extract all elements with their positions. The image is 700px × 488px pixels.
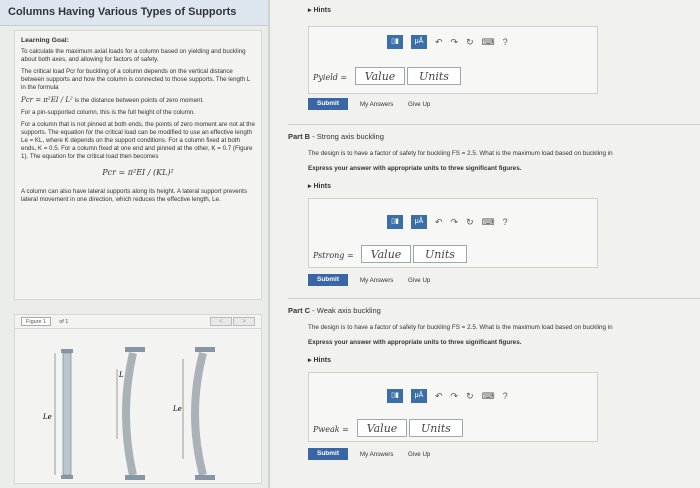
goal-paragraph-2: The critical load Pcr for buckling of a column depends on the vertical distance between supports and how the column is connected to those supports. The length L in the formula xyxy=(21,68,251,91)
figure-label-le-2: Le xyxy=(173,405,182,413)
reset-icon[interactable]: ↻ xyxy=(466,390,474,401)
symbols-button[interactable]: μÅ xyxy=(411,35,427,49)
part-b-title: Part B - Strong axis buckling xyxy=(288,132,384,141)
part-c-hints-link[interactable]: ▸ Hints xyxy=(308,357,331,364)
divider-a xyxy=(288,124,700,125)
figure-count: of 1 xyxy=(59,318,69,325)
templates-button[interactable]: ▯▮ xyxy=(387,389,403,403)
figure-prev-button[interactable]: < xyxy=(210,317,232,326)
figure-panel xyxy=(14,314,262,484)
part-c-give-up-link[interactable]: Give Up xyxy=(408,451,431,458)
part-c-submit-button[interactable]: Submit xyxy=(308,448,348,460)
part-a-units-input[interactable]: Units xyxy=(407,67,461,85)
keyboard-icon[interactable]: ⌨ xyxy=(481,216,495,227)
part-a-my-answers-link[interactable]: My Answers xyxy=(360,101,394,108)
help-icon[interactable]: ? xyxy=(502,37,508,47)
goal-paragraph-3: For a pin-supported column, this is the full height of the column. xyxy=(21,109,196,116)
part-a-submit-button[interactable]: Submit xyxy=(308,98,348,110)
undo-icon[interactable]: ↶ xyxy=(435,216,443,227)
part-c-value-input[interactable]: Value xyxy=(357,419,407,437)
figure-selector[interactable]: Figure 1 xyxy=(21,317,51,326)
redo-icon[interactable]: ↷ xyxy=(450,216,459,227)
part-b-units-input[interactable]: Units xyxy=(413,245,467,263)
part-a-answer-box xyxy=(308,26,598,94)
part-b-my-answers-link[interactable]: My Answers xyxy=(360,277,394,284)
keyboard-icon[interactable]: ⌨ xyxy=(481,36,495,47)
column-figure xyxy=(15,329,261,483)
part-a-value-input[interactable]: Value xyxy=(355,67,405,85)
part-c-instructions: Express your answer with appropriate units to three significant figures. xyxy=(308,339,522,346)
figure-next-button[interactable]: > xyxy=(233,317,255,326)
part-c-my-answers-link[interactable]: My Answers xyxy=(360,451,394,458)
help-icon[interactable]: ? xyxy=(502,391,508,401)
effective-length-formula: Pcr = π²EI / (KL)² xyxy=(102,168,174,177)
part-b-hints-link[interactable]: ▸ Hints xyxy=(308,183,331,190)
part-c-variable-label: Pweak = xyxy=(313,425,349,434)
left-panel xyxy=(0,0,270,488)
part-c-units-input[interactable]: Units xyxy=(409,419,463,437)
critical-load-formula: Pcr = π²EI / L² xyxy=(21,96,73,104)
part-a-give-up-link[interactable]: Give Up xyxy=(408,101,431,108)
formula-note: is the distance between points of zero moment. xyxy=(74,97,204,104)
part-c-title: Part C - Weak axis buckling xyxy=(288,306,381,315)
symbols-button[interactable]: μÅ xyxy=(411,389,427,403)
redo-icon[interactable]: ↷ xyxy=(450,36,459,47)
figure-header xyxy=(15,315,261,329)
part-b-submit-button[interactable]: Submit xyxy=(308,274,348,286)
reset-icon[interactable]: ↻ xyxy=(466,216,474,227)
part-c-toolbar xyxy=(387,389,508,403)
part-a-hints-link[interactable]: ▸ Hints xyxy=(308,7,331,14)
part-c-answer-box xyxy=(308,372,598,442)
part-b-give-up-link[interactable]: Give Up xyxy=(408,277,431,284)
redo-icon[interactable]: ↷ xyxy=(450,390,459,401)
column-2 xyxy=(117,347,145,480)
figure-label-le-1: Le xyxy=(43,413,52,421)
part-b-instructions: Express your answer with appropriate units to three significant figures. xyxy=(308,165,522,172)
column-3 xyxy=(183,347,215,480)
part-b-variable-label: Pstrong = xyxy=(313,251,354,260)
page-title: Columns Having Various Types of Supports xyxy=(0,0,268,26)
part-a-toolbar xyxy=(387,35,508,49)
reset-icon[interactable]: ↻ xyxy=(466,36,474,47)
learning-goal-box xyxy=(14,30,262,300)
formula-row-1 xyxy=(21,96,255,105)
goal-paragraph-5: A column can also have lateral supports along its height. A lateral support prevents lateral movement in one direction, which reduces the effective length, Le. xyxy=(21,188,247,203)
goal-paragraph-1: To calculate the maximum axial loads for a column based on yielding and buckling about both axes, and allowing for factors of safety. xyxy=(21,48,246,63)
right-panel xyxy=(272,0,700,488)
undo-icon[interactable]: ↶ xyxy=(435,390,443,401)
part-b-toolbar xyxy=(387,215,508,229)
undo-icon[interactable]: ↶ xyxy=(435,36,443,47)
divider-b xyxy=(288,298,700,299)
part-b-value-input[interactable]: Value xyxy=(361,245,411,263)
figure-label-l: L xyxy=(119,371,124,379)
part-b-description: The design is to have a factor of safety for buckling FS = 2.5. What is the maximum load based on buckling in xyxy=(308,150,613,157)
goal-paragraph-4: For a column that is not pinned at both ends, the points of zero moment are not at the supports. The equation for the critical load can be modified to use an effective length Le = KL, where K depends on the support conditions. For a column fixed at both ends, K = 0.5. For a column fixed at one end and pinned at the other, K = 0.7 (Figure 1). The equation for the critical load then becomes xyxy=(21,121,255,160)
column-1 xyxy=(55,349,73,479)
part-c-description: The design is to have a factor of safety for buckling FS = 2.5. What is the maximum load based on buckling in xyxy=(308,324,613,331)
help-icon[interactable]: ? xyxy=(502,217,508,227)
learning-goal-heading: Learning Goal: xyxy=(21,37,69,44)
part-b-answer-box xyxy=(308,198,598,268)
templates-button[interactable]: ▯▮ xyxy=(387,35,403,49)
symbols-button[interactable]: μÅ xyxy=(411,215,427,229)
keyboard-icon[interactable]: ⌨ xyxy=(481,390,495,401)
templates-button[interactable]: ▯▮ xyxy=(387,215,403,229)
part-a-variable-label: Pyield = xyxy=(313,73,348,82)
